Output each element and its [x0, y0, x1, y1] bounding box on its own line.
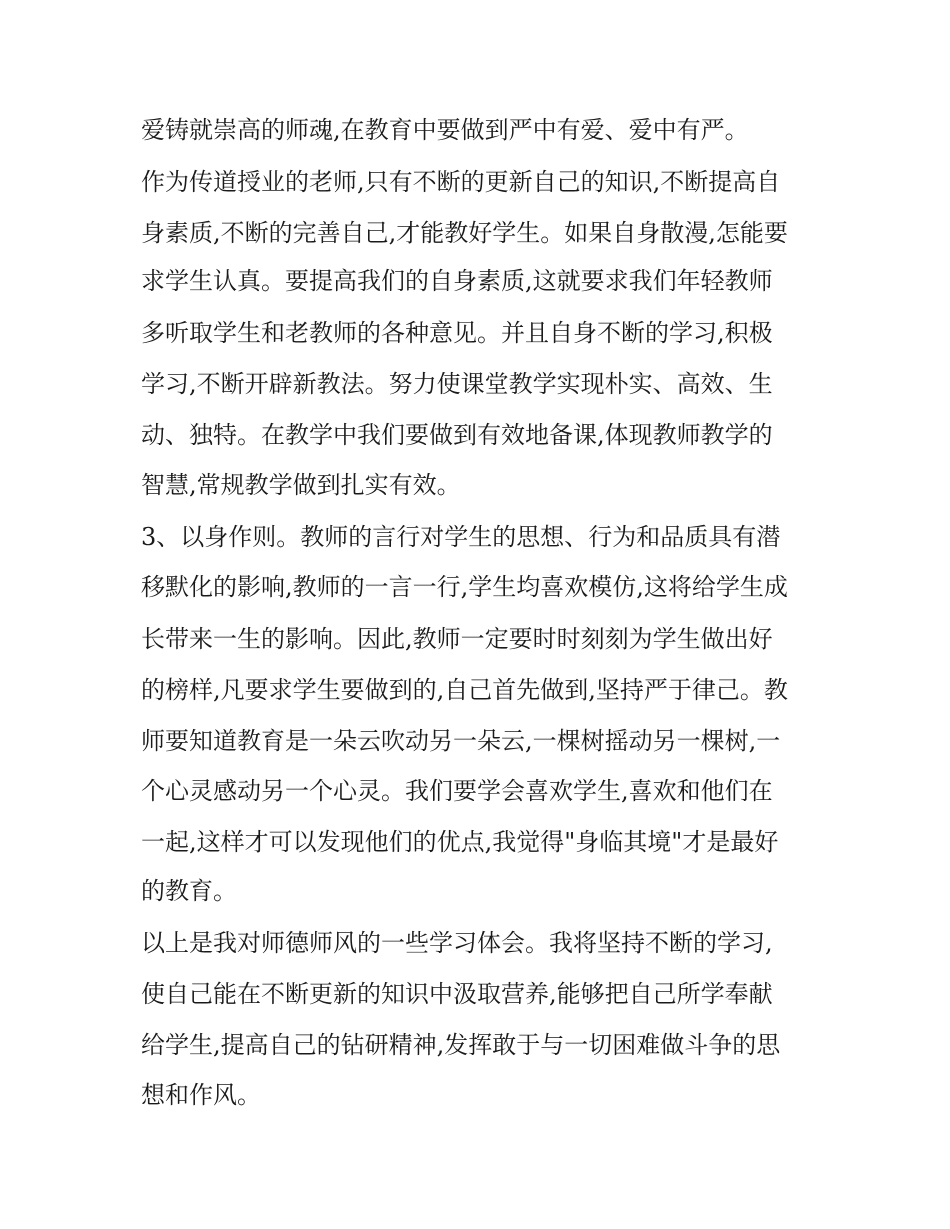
text-line: 长带来一生的影响。因此,教师一定要时时刻刻为学生做出好	[141, 625, 773, 653]
text-line: 个心灵感动另一个心灵。我们要学会喜欢学生,喜欢和他们在	[141, 777, 773, 805]
text-line: 智慧,常规教学做到扎实有效。	[141, 471, 461, 499]
text-line: 动、独特。在教学中我们要做到有效地备课,体现教师教学的	[141, 421, 773, 449]
text-line: 以上是我对师德师风的一些学习体会。我将坚持不断的学习,	[141, 929, 773, 957]
text-line: 的教育。	[141, 877, 237, 905]
text-line: 爱铸就崇高的师魂,在教育中要做到严中有爱、爱中有严。	[141, 116, 749, 144]
text-line: 移默化的影响,教师的一言一行,学生均喜欢模仿,这将给学生成	[141, 573, 788, 601]
text-line: 多听取学生和老教师的各种意见。并且自身不断的学习,积极	[141, 319, 773, 347]
text-line: 求学生认真。要提高我们的自身素质,这就要求我们年轻教师	[141, 267, 773, 295]
text-line: 使自己能在不断更新的知识中汲取营养,能够把自己所学奉献	[141, 980, 773, 1008]
text-line: 给学生,提高自己的钻研精神,发挥敢于与一切困难做斗争的思	[141, 1031, 781, 1059]
text-line: 一起,这样才可以发现他们的优点,我觉得"身临其境"才是最好	[141, 828, 779, 856]
text-line: 作为传道授业的老师,只有不断的更新自己的知识,不断提高自	[141, 168, 781, 196]
text-line: 的榜样,凡要求学生要做到的,自己首先做到,坚持严于律己。教	[141, 676, 788, 704]
text-line: 3、以身作则。教师的言行对学生的思想、行为和品质具有潜	[141, 523, 781, 551]
text-line: 身素质,不断的完善自己,才能教好学生。如果自身散漫,怎能要	[141, 219, 788, 247]
text-line: 想和作风。	[141, 1081, 261, 1109]
text-line: 师要知道教育是一朵云吹动另一朵云,一棵树摇动另一棵树,一	[141, 727, 781, 755]
text-line: 学习,不断开辟新教法。努力使课堂教学实现朴实、高效、生	[141, 370, 773, 398]
